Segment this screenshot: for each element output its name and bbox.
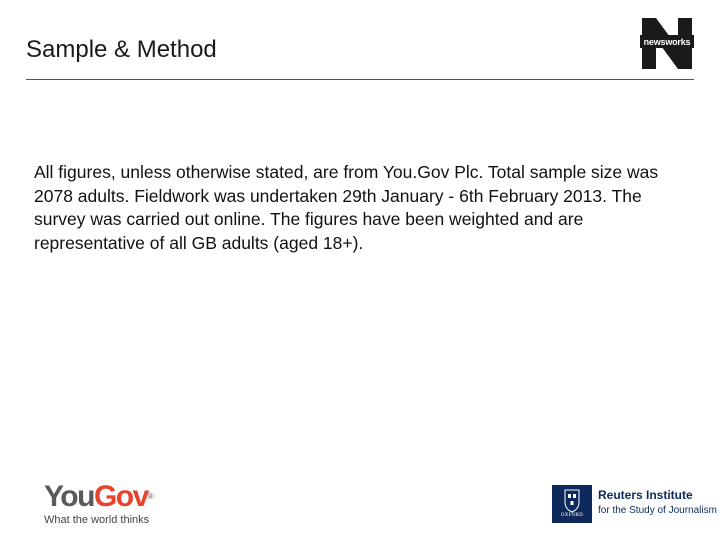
yougov-you: You <box>44 480 94 513</box>
slide-title: Sample & Method <box>26 36 217 63</box>
yougov-gov: Gov <box>93 480 148 513</box>
oxford-crest <box>552 485 592 523</box>
title-divider <box>26 79 694 80</box>
method-description: All figures, unless otherwise stated, are from You.Gov Plc. Total sample size was 2078 adults. Fieldwork was undertaken 29th January - 6th February 2013. The survey was carried out online. The figures have been weighted and are representative of all GB adults (aged 18+). <box>34 162 659 253</box>
yougov-wordmark <box>44 482 154 512</box>
reuters-institute-tagline: for the Study of Journalism <box>598 505 717 516</box>
reuters-institute-logo <box>552 485 717 525</box>
yougov-logo <box>44 482 154 526</box>
reuters-institute-name: Reuters Institute <box>598 488 693 502</box>
oxford-label: OXFORD <box>560 513 584 518</box>
trademark-symbol: ® <box>147 492 154 501</box>
newsworks-logo <box>640 18 694 69</box>
newsworks-wordmark: newsworks <box>643 37 691 47</box>
yougov-tagline: What the world thinks <box>44 514 150 526</box>
